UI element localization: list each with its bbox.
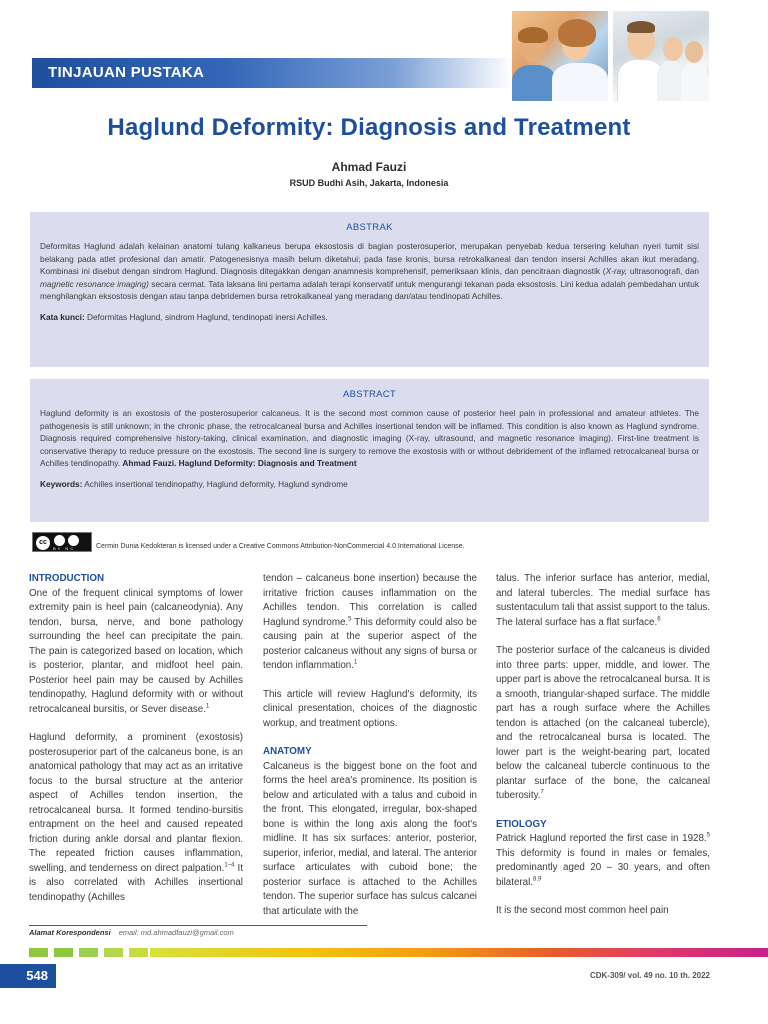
- intro-paragraph-1: One of the frequent clinical symptoms of lower extremity pain is heel pain (calcaneodynia). Any tendon, bursa, nerve, and bone pathology surrounding the heel can precipitate the pain. The pain is categorized based on location, which is posterior, plantar, and midfoot heel pain. Posterior heel pain may be caused by Achilles tendinopathy, Haglund deformity with or without retrocalcaneal bursitis, or Sever disease.$^1$: [29, 587, 243, 715]
- doctor-child-photo: [512, 11, 608, 101]
- author-name: Ahmad Fauzi: [331, 160, 407, 174]
- section-band: [32, 58, 512, 88]
- anatomy-paragraph-3: The posterior surface of the calcaneus is divided into three parts: upper, middle, and lower. The upper part is above the retrocalcaneal bursa. It is a smooth, triangular-shaped surface. The middle part has a rough surface where the Achilles tendon is attached (on the calcaneal tubercle), and the retrocalcaneal bursa is located. The lower part is the weight-bearing part, located below the calcaneal tubercle continuous to the plantar surface of the bone, the calcaneal tuberosity.$^7$: [496, 645, 710, 801]
- intro-paragraph-4: This article will review Haglund's deformity, its clinical presentation, choices of the diagnostic workup, and treatment options.: [263, 688, 477, 729]
- color-strip-segment: [129, 948, 148, 957]
- introduction-heading: INTRODUCTION: [29, 573, 105, 584]
- correspondence-email[interactable]: email: md.ahmadfauzi@gmail.com: [118, 928, 234, 937]
- page-number: 548: [0, 964, 56, 988]
- color-strip-segment: [29, 948, 48, 957]
- color-strip-gradient: [150, 948, 768, 957]
- license-text: Cermin Dunia Kedokteran is licensed under a Creative Commons Attribution-NonCommercial 4.0 International License.: [96, 543, 465, 550]
- etiology-paragraph-1: Patrick Haglund reported the first case in 1928.$^5$ This deformity is found in males or females, predominantly aged 20 – 30 years, and often bilateral.$^{8,9}$: [496, 832, 710, 888]
- anatomy-paragraph-1: Calcaneus is the biggest bone on the foot and forms the heel area's prominence. Its position is below and articulated with a talus and cuboid in the front. This elongated, irregular, box-shaped bone is within the long axis along the foot's midline. It has six surfaces: anterior, posterior, superior, inferior, medial, and lateral. The anterior surface articulates with cuboid bone; the posterior surface is attached to the Achilles tendon. The superior surface has sulcus calcanei that articulate with the: [263, 760, 477, 917]
- intro-paragraph-2: Haglund deformity, a prominent (exostosis) posterosuperior part of the calcaneus bone, is an anatomical pathology that may act as an irritative focus to the bursal structure at the anterior aspect of Achilles tendon insertion, the retrocalcaneal bursa. It formed tendino-bursitis entrapment on the heel and caused repeated friction during ankle dorsal and plantar flexion. The repeated friction causes inflammation, swelling, and tenderness on direct palpation.$^{1-4}$ It is also correlated with Achilles insertional tendinopathy (Achilles: [29, 732, 243, 903]
- abstract-citation: Ahmad Fauzi. Haglund Deformity: Diagnosis and Treatment: [122, 458, 357, 469]
- abstrak-box: [30, 212, 709, 367]
- abstract-keywords: Keywords: Achilles insertional tendinopathy, Haglund deformity, Haglund syndrome: [40, 479, 348, 490]
- anatomy-paragraph-2: talus. The inferior surface has anterior, medial, and lateral tubercles. The medial surface has sustentaculum tali that assist support to the talus. The lateral surface has a flat surface.$^6$: [496, 573, 711, 628]
- color-strip-segment: [79, 948, 98, 957]
- etiology-paragraph-2: It is the second most common heel pain: [496, 905, 669, 916]
- body-column-2: [263, 572, 477, 919]
- intro-paragraph-3: tendon – calcaneus bone insertion) because the irritative friction causes inflammation on the Achilles tendon. This correlation is called Haglund syndrome.$^5$ This deformity could also be causing pain at the superior aspect of the posterior calcaneus without any signs of bursa or tendon inflammation.$^1$: [263, 573, 477, 671]
- section-label: TINJAUAN PUSTAKA: [48, 64, 205, 81]
- body-column-3: [496, 572, 710, 919]
- abstract-text: Haglund deformity is an exostosis of the posterosuperior calcaneus. It is the second most common cause of posterior heel pain in professional and amateur athletes. The pathogenesis is still unknown; in the chronic phase, the retrocalcaneal bursa and Achilles insertional tendon will be inflamed. This condition is also known as Haglund syndrome. Diagnosis required comprehensive history-taking, clinical examination, and diagnostic imaging (X-ray, ultrasound, and magnetic resonance imaging). First-line treatment is conservative therapy to reduce pressure on the exostosis. The second line is surgery to remove the exostosis with or without debridement of the inflamed retrocalcaneal bursa or Achilles tendinopathy. Ahmad Fauzi. Haglund Deformity: Diagnosis and Treatment: [40, 408, 699, 469]
- color-strip-segment: [104, 948, 123, 957]
- journal-reference: CDK-309/ vol. 49 no. 10 th. 2022: [589, 971, 710, 980]
- abstrak-text: Deformitas Haglund adalah kelainan anatomi tulang kalkaneus berupa eksostosis di bagian posterosuperior, merupakan penyebab kedua tersering keluhan nyeri tumit sisi belakang pada atlet profesional dan amatir. Patogenesisnya masih belum diketahui; pada fase kronis, bursa retrokalkaneal dan tendon insersi Achilles akan ikut meradang. Kombinasi ini disebut dengan sindrom Haglund. Diagnosis ditegakkan dengan anamnesis komprehensif, pemeriksaan klinis, dan pencitraan diagnostik (X-ray, ultrasonografi, dan magnetic resonance imaging) secara cermat. Tata laksana lini pertama adalah terapi konservatif untuk mengurangi tekanan pada eksostosis. Lini kedua adalah pembedahan untuk menghilangkan eksostosis dengan atau tanpa debridemen bursa retrokalkaneal yang meradang dan/atau tendinopati Achilles.: [40, 241, 700, 302]
- article-title: Haglund Deformity: Diagnosis and Treatment: [107, 114, 631, 141]
- body-column-1: [29, 572, 243, 905]
- author-affiliation: RSUD Budhi Asih, Jakarta, Indonesia: [289, 178, 449, 188]
- creative-commons-badge-icon[interactable]: cc BY NC: [32, 532, 92, 552]
- abstrak-heading: ABSTRAK: [346, 222, 393, 233]
- abstract-heading: ABSTRACT: [342, 389, 397, 400]
- abstrak-keywords: Kata kunci: Deformitas Haglund, sindrom Haglund, tendinopati inersi Achilles.: [40, 312, 328, 323]
- anatomy-heading: ANATOMY: [263, 746, 312, 757]
- abstract-box: [30, 379, 709, 522]
- medical-team-photo: [613, 11, 709, 101]
- color-strip-segment: [54, 948, 73, 957]
- etiology-heading: ETIOLOGY: [496, 818, 547, 830]
- correspondence: [29, 928, 234, 937]
- correspondence-divider: [29, 925, 367, 926]
- correspondence-label: Alamat Korespondensi: [29, 928, 111, 937]
